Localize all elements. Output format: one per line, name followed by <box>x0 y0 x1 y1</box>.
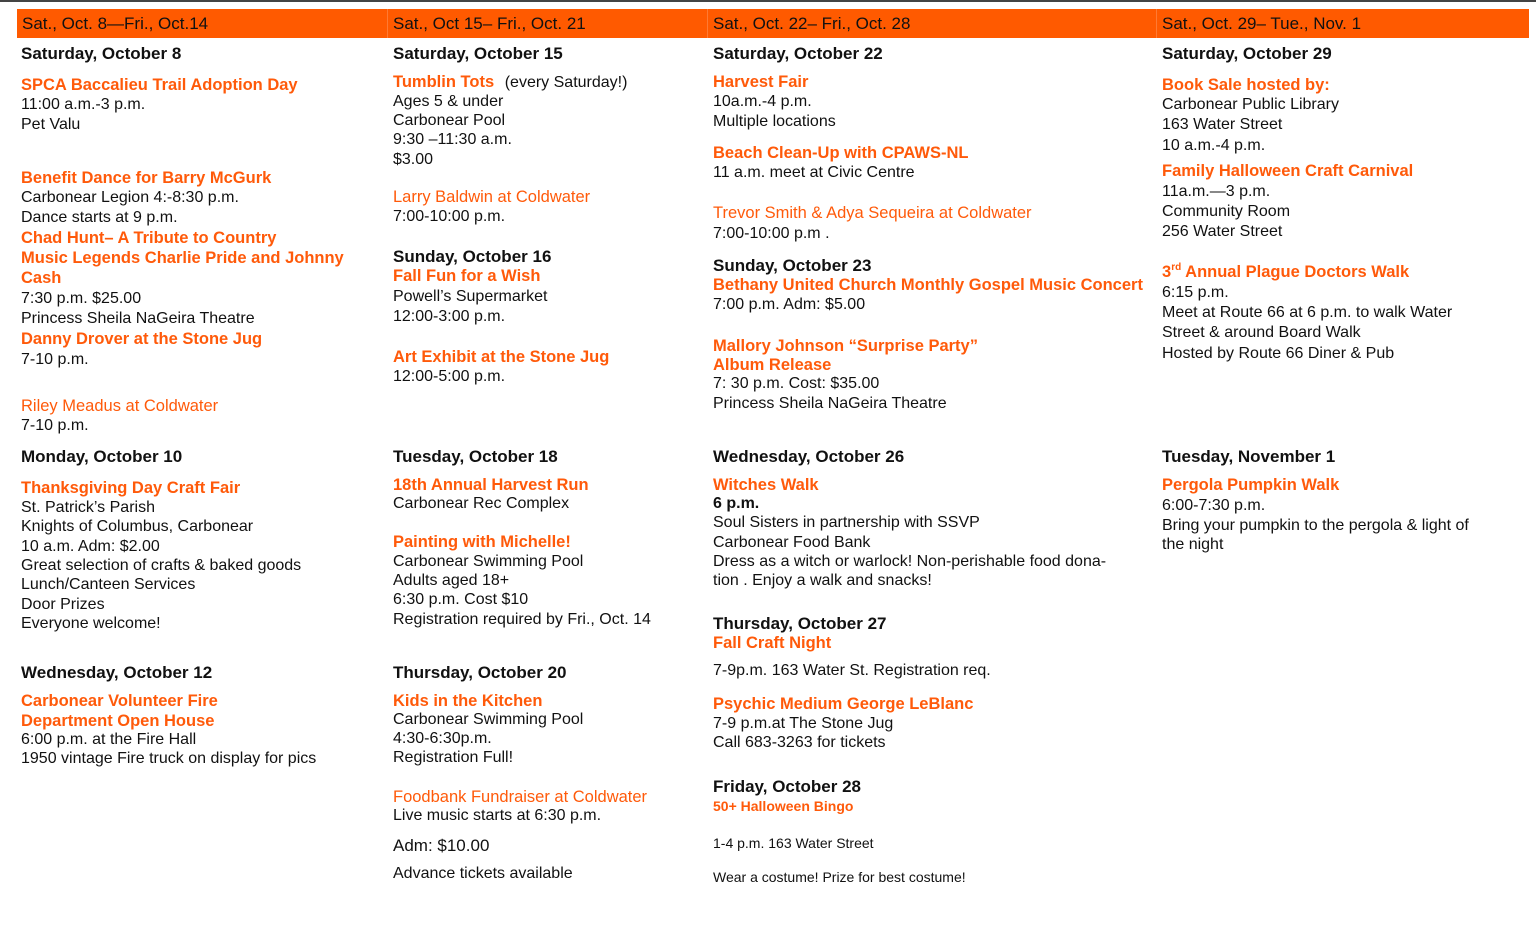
event-detail: 7-10 p.m. <box>21 351 89 368</box>
event-detail: 11 a.m. meet at Civic Centre <box>713 164 915 181</box>
event-detail: Street & around Board Walk <box>1162 324 1361 341</box>
event-title: Harvest Fair <box>713 73 809 91</box>
event-detail: 7-10 p.m. <box>21 417 89 434</box>
event-detail: St. Patrick’s Parish <box>21 499 155 516</box>
event-detail: Advance tickets available <box>393 865 573 882</box>
event-detail: 4:30-6:30p.m. <box>393 730 492 747</box>
event-title: Danny Drover at the Stone Jug <box>21 330 263 348</box>
week-header-3: Sat., Oct. 22– Fri., Oct. 28 <box>708 9 1157 38</box>
event-title: Riley Meadus at Coldwater <box>21 397 219 415</box>
event-detail: Great selection of crafts & baked goods <box>21 557 302 574</box>
week-header-2: Sat., Oct 15– Fri., Oct. 21 <box>388 9 708 38</box>
ordinal-number: 3 <box>1162 263 1172 281</box>
event-detail: Adults aged 18+ <box>393 572 510 589</box>
event-detail: 1-4 p.m. 163 Water Street <box>713 835 874 851</box>
event-detail: Live music starts at 6:30 p.m. <box>393 807 602 824</box>
event-title: Carbonear Volunteer Fire <box>21 692 218 710</box>
event-detail: 7:00 p.m. Adm: $5.00 <box>713 296 866 313</box>
day-heading: Saturday, October 22 <box>713 44 883 63</box>
event-title: Music Legends Charlie Pride and Johnny <box>21 249 344 267</box>
event-detail: Meet at Route 66 at 6 p.m. to walk Water <box>1162 304 1453 321</box>
day-heading: Thursday, October 20 <box>393 663 567 682</box>
day-heading: Thursday, October 27 <box>713 614 887 633</box>
day-heading: Saturday, October 8 <box>21 44 182 63</box>
event-title: Trevor Smith & Adya Sequeira at Coldwater <box>713 204 1032 222</box>
event-detail: Multiple locations <box>713 113 836 130</box>
event-detail: Carbonear Legion 4:-8:30 p.m. <box>21 189 239 206</box>
event-detail: Pet Valu <box>21 116 81 133</box>
day-heading: Sunday, October 23 <box>713 256 872 275</box>
event-title: Fall Craft Night <box>713 634 832 652</box>
event-detail: 6:15 p.m. <box>1162 284 1229 301</box>
event-title: Pergola Pumpkin Walk <box>1162 476 1340 494</box>
event-title: Foodbank Fundraiser at Coldwater <box>393 788 648 806</box>
event-detail: Princess Sheila NaGeira Theatre <box>21 310 255 327</box>
event-title: Larry Baldwin at Coldwater <box>393 188 591 206</box>
week-header-1: Sat., Oct. 8—Fri., Oct.14 <box>17 9 388 38</box>
event-detail: 9:30 –11:30 a.m. <box>393 131 512 148</box>
event-detail: Ages 5 & under <box>393 93 504 110</box>
event-detail: Call 683-3263 for tickets <box>713 734 886 751</box>
event-title: Beach Clean-Up with CPAWS-NL <box>713 144 969 162</box>
event-detail: 7:30 p.m. $25.00 <box>21 290 142 307</box>
event-detail: Adm: $10.00 <box>393 836 490 855</box>
event-detail: 6:00-7:30 p.m. <box>1162 497 1266 514</box>
event-detail: 12:00-3:00 p.m. <box>393 308 506 325</box>
day-heading: Wednesday, October 26 <box>713 447 905 466</box>
event-detail: Registration Full! <box>393 749 514 766</box>
event-title: Thanksgiving Day Craft Fair <box>21 479 241 497</box>
top-border <box>0 0 1536 2</box>
event-detail: 6:00 p.m. at the Fire Hall <box>21 731 197 748</box>
day-heading: Saturday, October 15 <box>393 44 563 63</box>
event-detail: 7: 30 p.m. Cost: $35.00 <box>713 375 880 392</box>
event-title: Benefit Dance for Barry McGurk <box>21 169 272 187</box>
week-header-bar <box>17 9 1529 38</box>
event-detail: Door Prizes <box>21 596 105 613</box>
event-title: Book Sale hosted by: <box>1162 76 1330 94</box>
day-heading: Tuesday, October 18 <box>393 447 558 466</box>
event-detail: Soul Sisters in partnership with SSVP <box>713 514 980 531</box>
event-detail: Carbonear Swimming Pool <box>393 553 584 570</box>
event-title: Mallory Johnson “Surprise Party” <box>713 337 978 355</box>
event-title: Fall Fun for a Wish <box>393 267 541 285</box>
event-title: Department Open House <box>21 712 215 730</box>
event-detail: 7:00-10:00 p.m. <box>393 208 506 225</box>
event-detail: 10a.m.-4 p.m. <box>713 93 812 110</box>
event-detail: Lunch/Canteen Services <box>21 576 196 593</box>
day-heading: Friday, October 28 <box>713 777 862 796</box>
week-header-4: Sat., Oct. 29– Tue., Nov. 1 <box>1162 14 1362 33</box>
day-heading: Saturday, October 29 <box>1162 44 1332 63</box>
event-title-text: Annual Plague Doctors Walk <box>1181 263 1410 281</box>
event-detail: 6:30 p.m. Cost $10 <box>393 591 529 608</box>
event-title: Witches Walk <box>713 476 819 494</box>
event-title: Psychic Medium George LeBlanc <box>713 695 974 713</box>
event-title: 18th Annual Harvest Run <box>393 476 589 494</box>
day-heading: Monday, October 10 <box>21 447 183 466</box>
event-detail: $3.00 <box>393 151 434 168</box>
event-detail: 7:00-10:00 p.m . <box>713 225 830 242</box>
event-detail: Community Room <box>1162 203 1291 220</box>
ordinal-suffix: rd <box>1171 262 1182 273</box>
event-title: Art Exhibit at the Stone Jug <box>393 348 610 366</box>
event-detail: Carbonear Swimming Pool <box>393 711 584 728</box>
event-detail: Carbonear Rec Complex <box>393 495 570 512</box>
event-title <box>1162 262 1409 282</box>
event-detail: Wear a costume! Prize for best costume! <box>713 869 966 885</box>
event-detail: 7-9 p.m.at The Stone Jug <box>713 715 894 732</box>
day-heading: Sunday, October 16 <box>393 247 552 266</box>
event-time: 6 p.m. <box>713 495 760 512</box>
event-detail: the night <box>1162 536 1224 553</box>
event-detail: Knights of Columbus, Carbonear <box>21 518 254 535</box>
event-title: 50+ Halloween Bingo <box>713 798 854 814</box>
event-title <box>393 73 627 92</box>
event-detail: Hosted by Route 66 Diner & Pub <box>1162 345 1395 362</box>
event-detail: 1950 vintage Fire truck on display for pics <box>21 750 317 767</box>
event-detail: tion . Enjoy a walk and snacks! <box>713 572 932 589</box>
event-detail: 11a.m.—3 p.m. <box>1162 183 1271 200</box>
event-title: SPCA Baccalieu Trail Adoption Day <box>21 76 298 94</box>
event-detail: 10 a.m. Adm: $2.00 <box>21 538 160 555</box>
event-detail: Princess Sheila NaGeira Theatre <box>713 395 947 412</box>
event-title: Chad Hunt– A Tribute to Country <box>21 229 277 247</box>
event-title: Painting with Michelle! <box>393 533 571 551</box>
event-detail: Dance starts at 9 p.m. <box>21 209 178 226</box>
event-detail: Carbonear Food Bank <box>713 534 871 551</box>
event-detail: Carbonear Pool <box>393 112 506 129</box>
event-detail: 12:00-5:00 p.m. <box>393 368 506 385</box>
event-detail: Powell’s Supermarket <box>393 288 548 305</box>
day-heading: Tuesday, November 1 <box>1162 447 1336 466</box>
event-detail: Everyone welcome! <box>21 615 161 632</box>
event-detail: 7-9p.m. 163 Water St. Registration req. <box>713 662 991 679</box>
event-note: (every Saturday!) <box>504 74 628 91</box>
day-heading: Wednesday, October 12 <box>21 663 213 682</box>
event-detail: 11:00 a.m.-3 p.m. <box>21 96 146 113</box>
event-title: Album Release <box>713 356 832 374</box>
event-title: Cash <box>21 269 62 287</box>
event-detail: Registration required by Fri., Oct. 14 <box>393 611 651 628</box>
event-detail: 10 a.m.-4 p.m. <box>1162 137 1266 154</box>
event-title: Kids in the Kitchen <box>393 692 543 710</box>
event-detail: Carbonear Public Library <box>1162 96 1339 113</box>
event-detail: 256 Water Street <box>1162 223 1283 240</box>
event-title-text: Tumblin Tots <box>393 73 495 91</box>
event-detail: Bring your pumpkin to the pergola & light of <box>1162 517 1469 534</box>
event-title: Family Halloween Craft Carnival <box>1162 162 1414 180</box>
event-title: Bethany United Church Monthly Gospel Music Concert <box>713 276 1143 294</box>
event-detail: Dress as a witch or warlock! Non-perishable food dona- <box>713 553 1107 570</box>
event-detail: 163 Water Street <box>1162 116 1283 133</box>
